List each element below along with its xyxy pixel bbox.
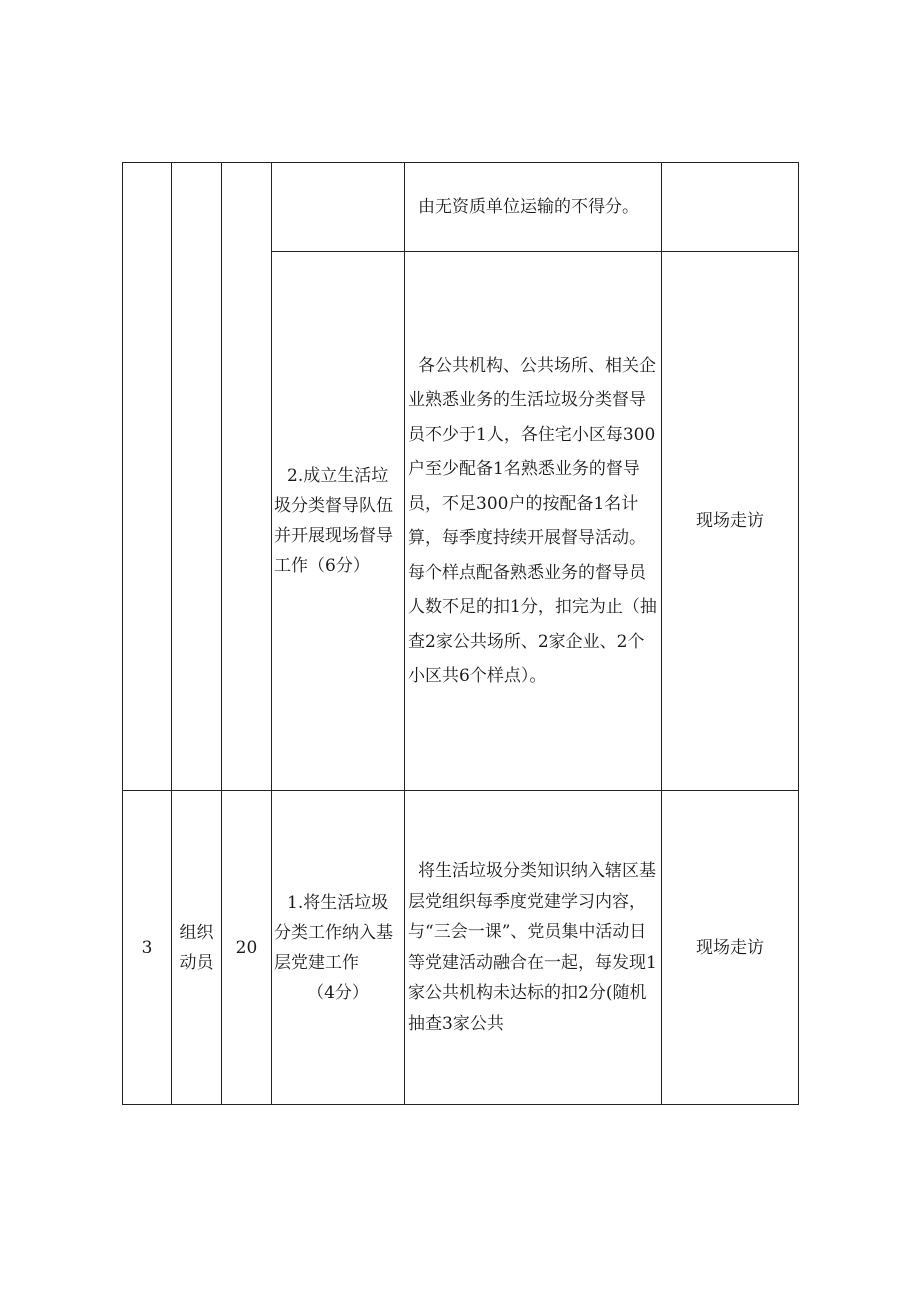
table-row — [123, 163, 799, 252]
detail-cell — [405, 252, 662, 791]
row-number-cell: 3 — [123, 791, 172, 1105]
content-text: 1.将生活垃圾分类工作纳入基层党建工作 — [274, 892, 393, 973]
detail-text: 各公共机构、公共场所、相关企业熟悉业务的生活垃圾分类督导员不少于1人，各住宅小区每300户至少配备1名熟悉业务的督导员，不足300户的按配备1名计算，每季度持续开展督导活动。每个样点配备熟悉业务的督导员人数不足的扣1分，扣完为止（抽查2家公共场所、2家企业、2个小区共6个样点）。 — [408, 355, 657, 686]
item-cell — [172, 163, 222, 791]
table-row — [123, 791, 799, 1105]
method-cell: 现场走访 — [662, 791, 799, 1105]
detail-cell — [405, 791, 662, 1105]
row-number-cell — [123, 163, 172, 791]
content-cell — [272, 252, 405, 791]
item-cell — [172, 791, 222, 1105]
content-cell — [272, 163, 405, 252]
detail-text: 将生活垃圾分类知识纳入辖区基层党组织每季度党建学习内容，与“三会一课”、党员集中活动日等党建活动融合在一起，每发现1家公共机构未达标的扣2分(随机抽查3家公共 — [408, 861, 657, 1034]
method-cell — [662, 163, 799, 252]
content-text: 2.成立生活垃圾分类督导队伍并开展现场督导工作（6分） — [274, 466, 393, 576]
content-score-text: （4分） — [307, 982, 369, 1003]
score-cell: 20 — [222, 791, 272, 1105]
content-cell — [272, 791, 405, 1105]
evaluation-table — [122, 162, 799, 1105]
item-text: 组织动员 — [179, 922, 214, 973]
method-cell: 现场走访 — [662, 252, 799, 791]
detail-cell — [405, 163, 662, 252]
detail-text: 由无资质单位运输的不得分。 — [418, 197, 639, 217]
score-cell — [222, 163, 272, 791]
